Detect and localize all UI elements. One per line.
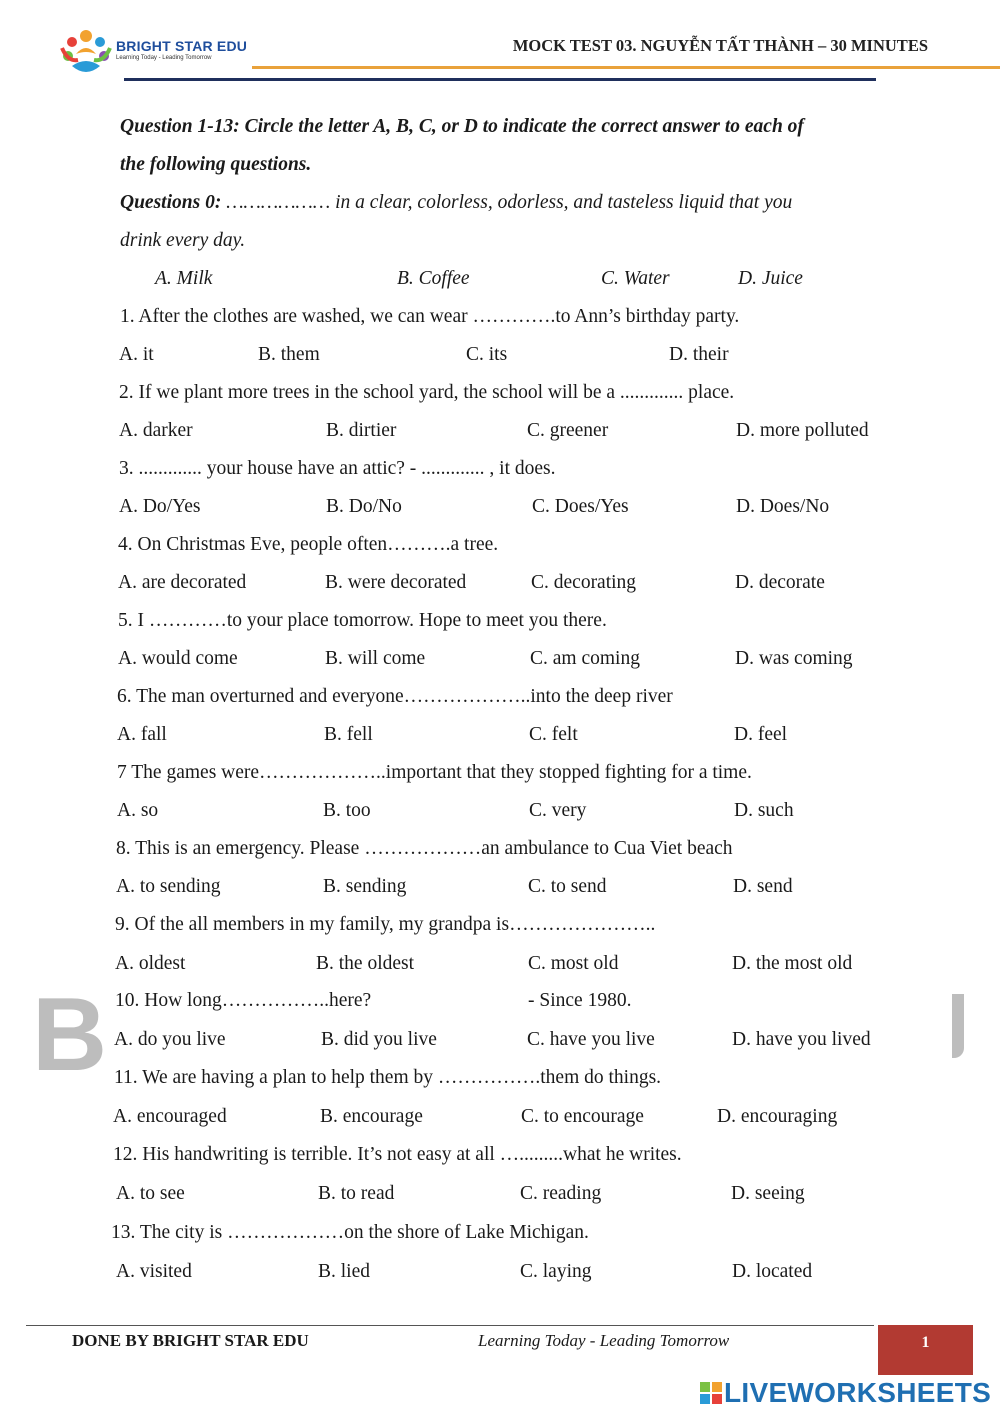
q1-option-c[interactable]: C. its (466, 344, 508, 365)
instructions-line-1: Question 1-13: Circle the letter A, B, C, or D to indicate the correct answer to each of (120, 116, 804, 137)
q3-option-b[interactable]: B. Do/No (326, 496, 402, 517)
example-option-a[interactable]: A. Milk (155, 268, 213, 289)
example-option-c[interactable]: C. Water (601, 268, 670, 289)
q7-option-c[interactable]: C. very (529, 800, 587, 821)
q7-option-d[interactable]: D. such (734, 800, 794, 821)
q6-option-a[interactable]: A. fall (117, 724, 167, 745)
q5-option-b[interactable]: B. will come (325, 648, 426, 669)
example-text: ……………… in a clear, colorless, odorless, and tasteless liquid that you (221, 192, 793, 213)
q12-option-b[interactable]: B. to read (318, 1183, 395, 1204)
example-question (120, 191, 792, 215)
brand-tagline: Learning Today - Leading Tomorrow (116, 55, 212, 61)
example-label: Questions 0: (120, 192, 222, 213)
q1-option-d[interactable]: D. their (669, 344, 729, 365)
page-number: 1 (878, 1325, 973, 1375)
q9-option-b[interactable]: B. the oldest (316, 953, 415, 974)
q13-option-d[interactable]: D. located (732, 1261, 813, 1282)
question-10: 10. How long……………..here? (115, 990, 372, 1011)
footer-motto: Learning Today - Leading Tomorrow (478, 1331, 730, 1350)
question-8: 8. This is an emergency. Please ………………an ambulance to Cua Viet beach (116, 838, 733, 859)
question-2: 2. If we plant more trees in the school yard, the school will be a ............. place. (119, 382, 735, 403)
question-9: 9. Of the all members in my family, my grandpa is………………….. (115, 914, 656, 935)
question-11: 11. We are having a plan to help them by …………….them do things. (114, 1067, 662, 1088)
q5-option-c[interactable]: C. am coming (530, 648, 640, 669)
q4-option-d[interactable]: D. decorate (735, 572, 825, 593)
star-people-icon (58, 26, 114, 78)
q8-option-a[interactable]: A. to sending (116, 876, 221, 897)
brand-logo (58, 26, 248, 78)
q2-option-b[interactable]: B. dirtier (326, 420, 397, 441)
question-1: 1. After the clothes are washed, we can wear ………….to Ann’s birthday party. (120, 306, 740, 327)
q13-option-a[interactable]: A. visited (116, 1261, 192, 1282)
q13-option-c[interactable]: C. laying (520, 1261, 592, 1282)
q10-option-d[interactable]: D. have you lived (732, 1029, 871, 1050)
q13-option-b[interactable]: B. lied (318, 1261, 370, 1282)
q11-option-b[interactable]: B. encourage (320, 1106, 423, 1127)
header-orange-rule (252, 66, 1000, 69)
liveworksheets-icon (700, 1382, 722, 1404)
q3-option-d[interactable]: D. Does/No (736, 496, 830, 517)
watermark-letter: B (32, 977, 108, 1093)
header-navy-rule (124, 78, 876, 81)
q8-option-c[interactable]: C. to send (528, 876, 607, 897)
footer-credit: DONE BY BRIGHT STAR EDU (72, 1331, 309, 1350)
q5-option-a[interactable]: A. would come (118, 648, 238, 669)
liveworksheets-text: LIVEWORKSHEETS (724, 1377, 992, 1408)
q11-option-a[interactable]: A. encouraged (113, 1106, 227, 1127)
q4-option-c[interactable]: C. decorating (531, 572, 637, 593)
q5-option-d[interactable]: D. was coming (735, 648, 853, 669)
q4-option-a[interactable]: A. are decorated (118, 572, 247, 593)
footer-rule (26, 1325, 874, 1326)
q8-option-d[interactable]: D. send (733, 876, 793, 897)
question-5: 5. I …………to your place tomorrow. Hope to meet you there. (118, 610, 607, 631)
question-4: 4. On Christmas Eve, people often……….a tree. (118, 534, 499, 555)
q4-option-b[interactable]: B. were decorated (325, 572, 467, 593)
q10-option-a[interactable]: A. do you live (114, 1029, 226, 1050)
q12-option-c[interactable]: C. reading (520, 1183, 602, 1204)
q3-option-a[interactable]: A. Do/Yes (119, 496, 201, 517)
q2-option-c[interactable]: C. greener (527, 420, 609, 441)
q12-option-a[interactable]: A. to see (116, 1183, 185, 1204)
q7-option-a[interactable]: A. so (117, 800, 159, 821)
example-question-cont: drink every day. (120, 230, 246, 251)
instructions-line-2: the following questions. (120, 154, 312, 175)
question-3: 3. ............. your house have an attic? - ............. , it does. (119, 458, 556, 479)
q6-option-b[interactable]: B. fell (324, 724, 373, 745)
q10-option-b[interactable]: B. did you live (321, 1029, 437, 1050)
q9-option-d[interactable]: D. the most old (732, 953, 853, 974)
question-7: 7 The games were………………..important that they stopped fighting for a time. (117, 762, 752, 783)
q11-option-d[interactable]: D. encouraging (717, 1106, 838, 1127)
q6-option-c[interactable]: C. felt (529, 724, 578, 745)
q2-option-d[interactable]: D. more polluted (736, 420, 869, 441)
page-header (0, 0, 1000, 90)
question-6: 6. The man overturned and everyone………………..into the deep river (117, 686, 673, 707)
q9-option-c[interactable]: C. most old (528, 953, 619, 974)
q6-option-d[interactable]: D. feel (734, 724, 788, 745)
question-13: 13. The city is ………………on the shore of Lake Michigan. (111, 1222, 589, 1243)
q2-option-a[interactable]: A. darker (119, 420, 193, 441)
q3-option-c[interactable]: C. Does/Yes (532, 496, 629, 517)
q1-option-b[interactable]: B. them (258, 344, 320, 365)
q12-option-d[interactable]: D. seeing (731, 1183, 805, 1204)
q9-option-a[interactable]: A. oldest (115, 953, 186, 974)
watermark-hook (948, 994, 964, 1058)
q10-option-c[interactable]: C. have you live (527, 1029, 655, 1050)
q8-option-b[interactable]: B. sending (323, 876, 407, 897)
q1-option-a[interactable]: A. it (119, 344, 154, 365)
question-10-reply: - Since 1980. (528, 990, 632, 1011)
test-title: MOCK TEST 03. NGUYỄN TẤT THÀNH – 30 MINUTES (512, 36, 928, 55)
question-12: 12. His handwriting is terrible. It’s not easy at all ….........what he writes. (113, 1144, 682, 1165)
brand-name: BRIGHT STAR EDU (116, 38, 248, 54)
example-option-b[interactable]: B. Coffee (397, 268, 470, 289)
q11-option-c[interactable]: C. to encourage (521, 1106, 644, 1127)
example-option-d[interactable]: D. Juice (738, 268, 803, 289)
q7-option-b[interactable]: B. too (323, 800, 371, 821)
